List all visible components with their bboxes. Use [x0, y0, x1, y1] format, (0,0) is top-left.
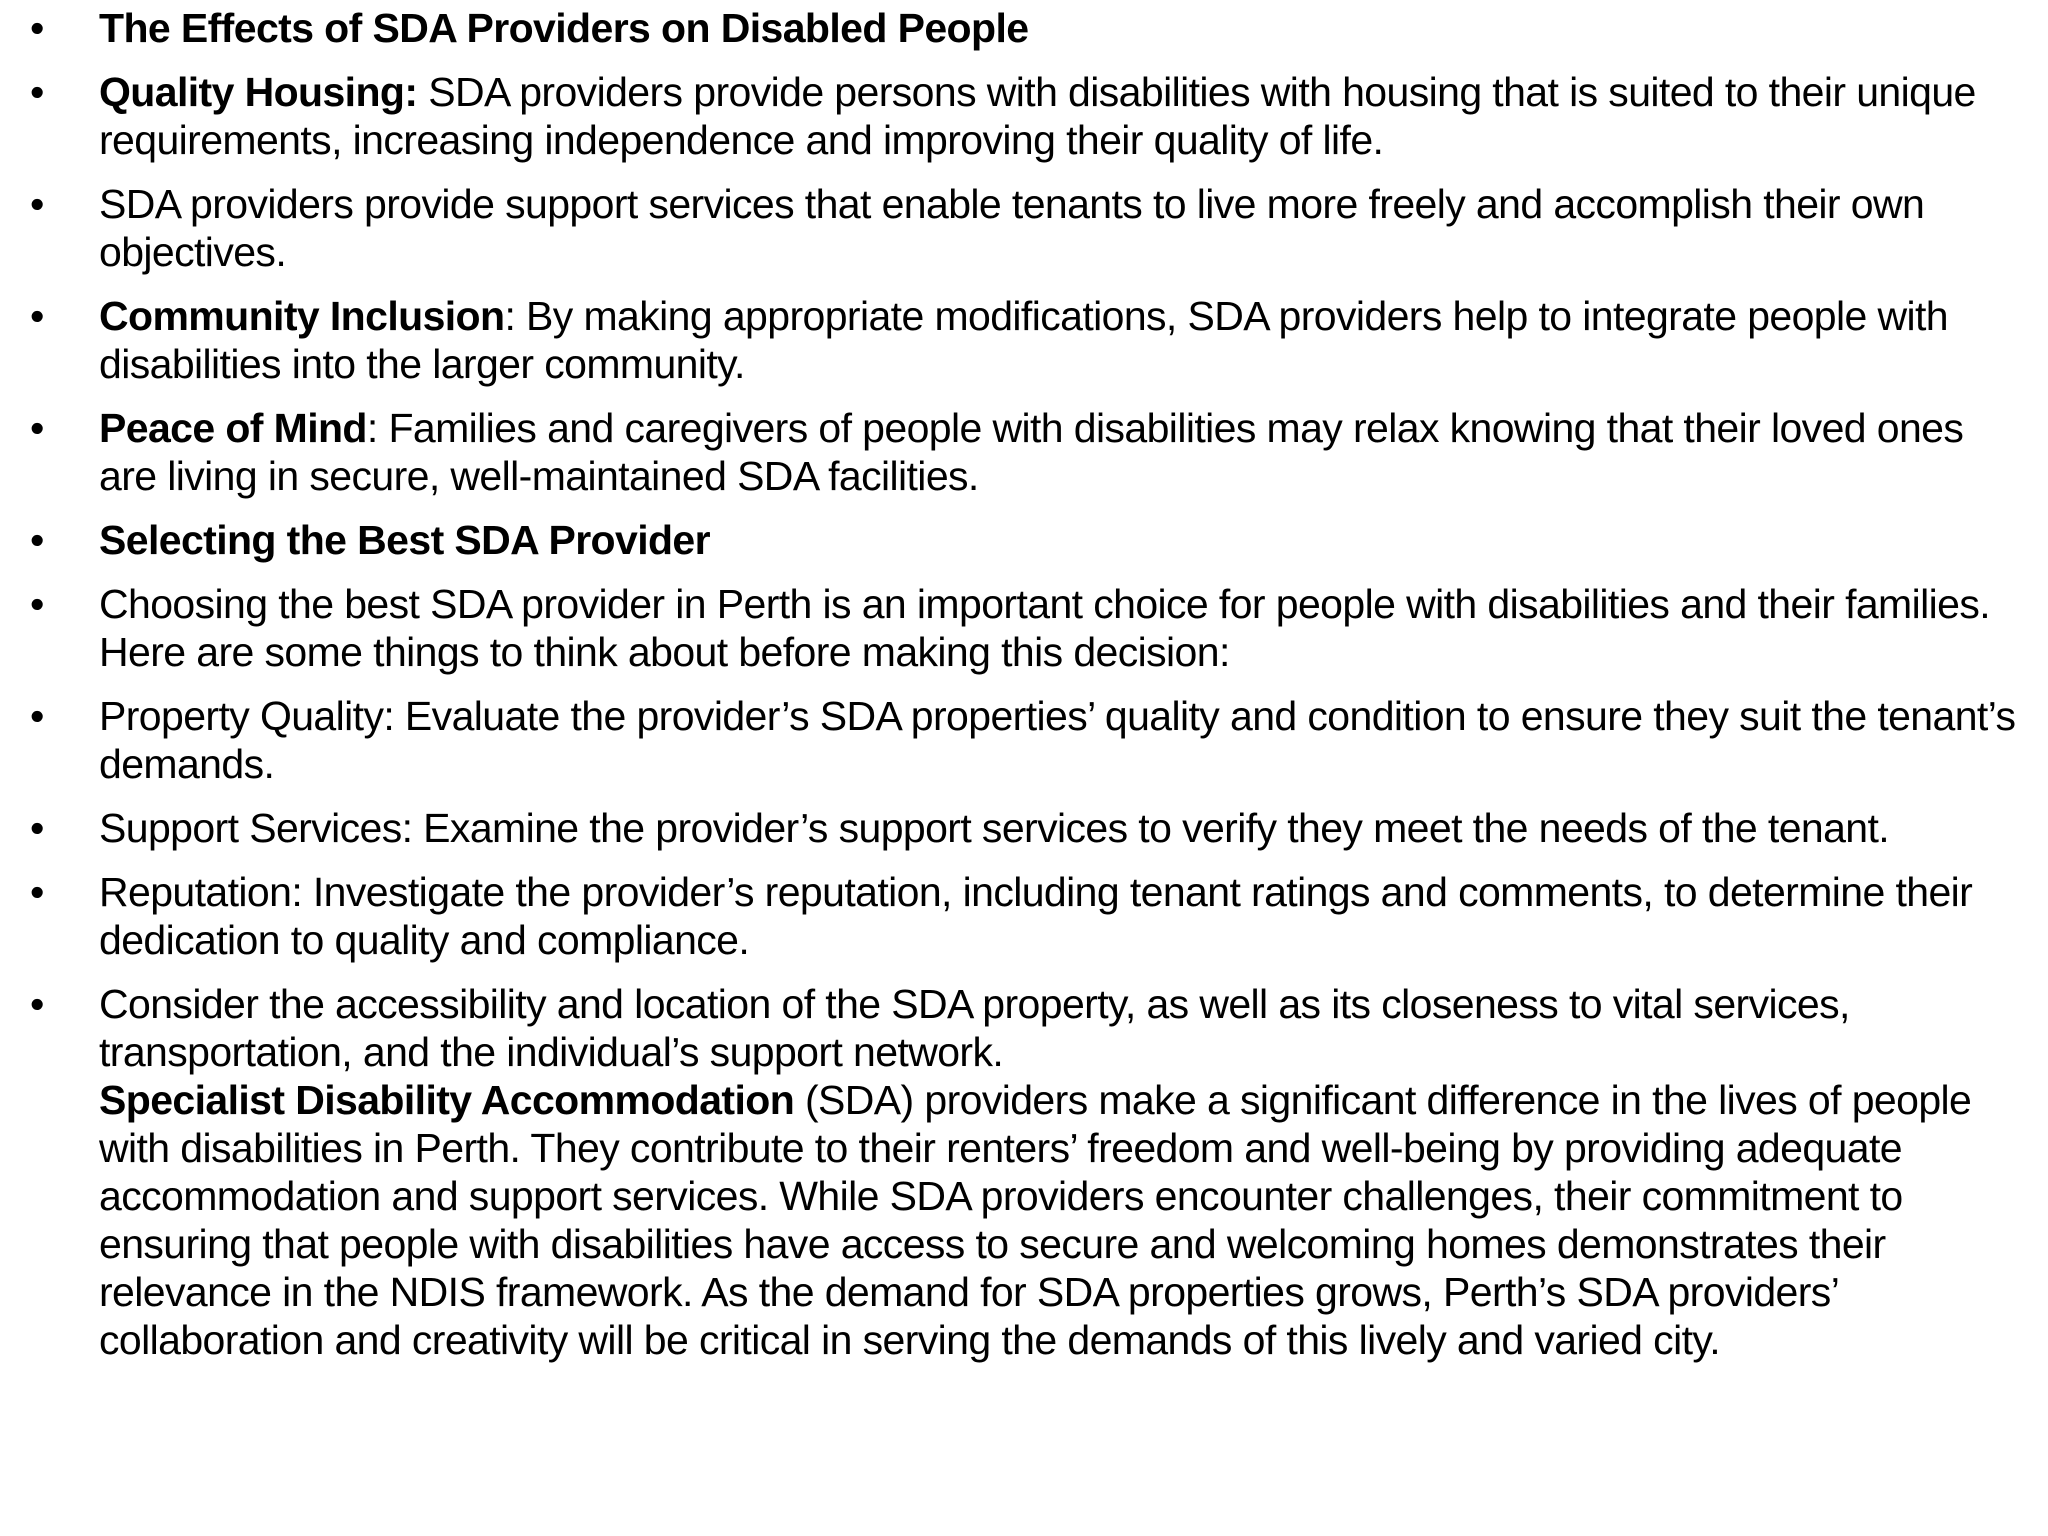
bullet-list: [0, 4, 2048, 1380]
item-text: Reputation: Investigate the provider’s reputation, including tenant ratings and comments, to determine their dedication to quality and compliance.: [99, 869, 1973, 963]
list-item: [0, 804, 2048, 852]
paragraph-text: (SDA) providers make a significant difference in the lives of people with disabilities in Perth. They contribute to their renters’ freedom and well-being by providing adequate accommodation and support services. While SDA providers encounter challenges, their commitment to ensuring that people with disabilities have access to secure and welcoming homes demonstrates their relevance in the NDIS framework. As the demand for SDA properties grows, Perth’s SDA providers’ collaboration and creativity will be critical in serving the demands of this lively and varied city.: [99, 1077, 1972, 1363]
bullet-dot-icon: •: [30, 517, 44, 563]
list-item: [0, 68, 2048, 164]
paragraph-bold: Specialist Disability Accommodation: [99, 1077, 795, 1123]
item-text: : By making appropriate modifications, SDA providers help to integrate people with disabilities into the larger community.: [99, 293, 1949, 387]
list-item: [0, 868, 2048, 964]
list-item-last: [0, 980, 2048, 1364]
item-text: : Families and caregivers of people with disabilities may relax knowing that their loved ones are living in secure, well-maintained SDA facilities.: [99, 405, 1964, 499]
item-text: SDA providers provide support services that enable tenants to live more freely and accomplish their own objectives.: [99, 181, 1925, 275]
bullet-dot-icon: •: [30, 581, 44, 627]
bullet-dot-icon: •: [30, 293, 44, 339]
list-item: [0, 4, 2048, 52]
bullet-dot-icon: •: [30, 405, 44, 451]
item-text: Support Services: Examine the provider’s support services to verify they meet the needs of the tenant.: [99, 805, 1890, 851]
item-bold: Peace of Mind: [99, 405, 367, 451]
item-text: Consider the accessibility and location of the SDA property, as well as its closeness to vital services, transportation, and the individual’s support network.: [99, 981, 1850, 1075]
bullet-dot-icon: •: [30, 693, 44, 739]
list-item: [0, 692, 2048, 788]
item-text: SDA providers provide persons with disabilities with housing that is suited to their unique requirements, increasing independence and improving their quality of life.: [99, 69, 1976, 163]
list-item: [0, 580, 2048, 676]
item-bold: The Effects of SDA Providers on Disabled People: [99, 5, 1029, 51]
item-text: Property Quality: Evaluate the provider’s SDA properties’ quality and condition to ensure they suit the tenant’s demands.: [99, 693, 2016, 787]
bullet-dot-icon: •: [30, 181, 44, 227]
closing-paragraph: [99, 1076, 2024, 1364]
list-item: [0, 180, 2048, 276]
item-bold: Quality Housing:: [99, 69, 418, 115]
bullet-dot-icon: •: [30, 805, 44, 851]
list-item: [0, 516, 2048, 564]
item-bold: Community Inclusion: [99, 293, 505, 339]
list-item: [0, 404, 2048, 500]
item-text: Choosing the best SDA provider in Perth is an important choice for people with disabilities and their families. Here are some things to think about before making this decision:: [99, 581, 1991, 675]
item-bold: Selecting the Best SDA Provider: [99, 517, 710, 563]
bullet-dot-icon: •: [30, 69, 44, 115]
bullet-dot-icon: •: [30, 981, 44, 1027]
bullet-dot-icon: •: [30, 5, 44, 51]
list-item: [0, 292, 2048, 388]
bullet-dot-icon: •: [30, 869, 44, 915]
